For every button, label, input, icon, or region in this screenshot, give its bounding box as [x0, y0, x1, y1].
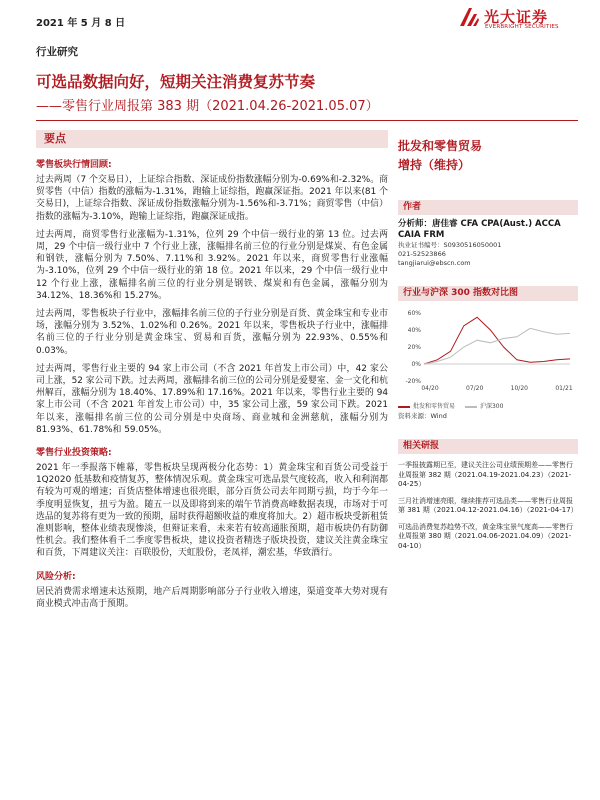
- paragraph: 过去两周，零售板块子行业中，涨幅排名前三位的子行业分别是百货、黄金珠宝和专业市场，涨幅分别为 3.52%、1.02%和 0.26%。2021 年以来，零售板块子行业中，涨幅排名前三位的子行业分别是黄金珠宝、贸易和百货，涨幅分别为 22.93%、0.55%和 0.03%。: [36, 309, 388, 356]
- strategy-heading: 零售行业投资策略:: [36, 448, 112, 459]
- chart-legend: [398, 401, 578, 410]
- x-tick-label: 10/20: [510, 385, 528, 392]
- paragraph: 居民消费需求增速未达预期，地产后周期影响部分子行业收入增速，渠道变革大势对现有商业模式冲击高于预期。: [36, 586, 388, 609]
- legend-label-industry: 批发和零售贸易: [413, 403, 456, 410]
- x-tick-label: 01/21: [555, 385, 573, 392]
- legend-swatch-hs300: [465, 406, 477, 408]
- research-item[interactable]: 一季报披露期已至，建议关注公司业绩预期差——零售行业周报第 382 期（2021.04.19-2021.04.23）（2021-04-25）: [398, 461, 573, 488]
- y-tick-label: 0%: [411, 361, 421, 368]
- series-line-1: [424, 328, 570, 364]
- analyst-name: 分析师：唐佳睿 CFA CPA(Aust.) ACCA CAIA FRM: [398, 219, 561, 240]
- legend-swatch-industry: [398, 406, 410, 408]
- paragraph: 过去两周，零售行业主要的 94 家上市公司（不含 2021 年首发上市公司）中，42 家公司上涨，52 家公司下跌。过去两周，涨幅排名前三位的公司分别是爱婴室、金一文化和杭州解百，涨幅分别为 18.40%、17.89%和 17.16%。2021 年以来，零售行业主要的 94 家上市公司（不含 2021 年首发上市公司）中，35 家公司上涨，59 家公司下跌。2021 年以来，涨幅排名前三位的公司分别是中央商场、商业城和金洲慈航，涨幅分别为 81.93%、61.78%和 59.05%。: [36, 363, 388, 435]
- paragraph: 2021 年一季报落下帷幕，零售板块呈现两极分化态势：1）黄金珠宝和百货公司受益于 1Q2020 低基数和疫情复苏，整体情况乐观。黄金珠宝可选品景气度较高，收入和利润都有较为可观的增速；百货店整体增速也很亮眼，部分百货公司去年同期亏损，均于今年一季度明显恢复，扭亏为盈。随五一以及即将到来的端午节消费高峰数据表现，市场对于可选品的复苏将有更为一致的预期，届时获得超额收益的难度将加大。2）超市板块受新租赁准则影响，整体业绩表现惨淡，但辩证来看，未来若有较高通胀预期，超市板块仍有防御性机会。我们整体看千二季度零售板块，建议投资者精选子版块投资，建议关注黄金珠宝和百货，下周建议关注：百联股份，天虹股份，老凤祥，潮宏基，华致酒行。: [36, 463, 388, 559]
- cert-number: 执业证书编号：S0930516050001: [398, 241, 502, 249]
- author-bar: 作者: [398, 200, 578, 215]
- logo-en-text: EVERBRIGHT SECURITIES: [485, 24, 559, 30]
- research-item[interactable]: 可选品消费复苏趋势不改，黄金珠宝景气度高——零售行业周报第 380 期（2021.04.06-2021.04.09）（2021-04-10）: [398, 522, 573, 550]
- x-tick-label: 04/20: [421, 385, 439, 392]
- paragraph: 过去两周（7 个交易日），上证综合指数、深证成份指数涨幅分别为-0.69%和-2.32%。商贸零售（中信）指数的涨幅为-1.31%，跑输上证综指，跑赢深证指。2021 年以来(81 个交易日)，上证综合指数、深证成份指数涨幅分别为-1.56%和-3.71%；商贸零售（中信）指数的涨幅为-3.10%，跑输上证综指，跑赢深证成指。: [36, 175, 388, 222]
- chart-source: 资料来源：Wind: [398, 412, 447, 420]
- chart-svg: [398, 307, 578, 399]
- comparison-chart: [398, 307, 578, 399]
- report-date: 2021 年 5 月 8 日: [36, 18, 126, 29]
- rating: 增持（维持）: [398, 158, 471, 172]
- email[interactable]: tangjiarui@ebscn.com: [398, 259, 471, 267]
- y-tick-label: 20%: [407, 344, 421, 351]
- research-bar: 相关研报: [398, 439, 578, 454]
- report-subtitle: ——零售行业周报第 383 期（2021.04.26-2021.05.07）: [36, 99, 379, 114]
- main-column: [36, 130, 388, 616]
- market-review-heading: 零售板块行情回顾:: [36, 160, 112, 170]
- paragraph: 过去两周，商贸零售行业涨幅为-1.31%，位列 29 个中信一级行业的第 13 位。过去两周，29 个中信一级行业中 7 个行业上涨，涨幅排名前三位的行业分别是煤炭、有色金属和钢铁，涨幅分别为 7.50%、7.11%和 3.92%。2021 年以来，商贸零售行业涨幅为-3.10%，位列 29 个中信一级行业的第 18 位。2021 年以来，29 个中信一级行业中 12 个行业上涨，涨幅排名前三位的行业分别是钢铁、煤炭和有色金属，涨幅分别为 34.12%、18.36%和 15.27%。: [36, 229, 388, 301]
- sidebar: [398, 130, 578, 551]
- research-item[interactable]: 三月社消增速亮眼，继续推荐可选品类——零售行业周报第 381 期（2021.04.12-2021.04.16）（2021-04-17）: [398, 496, 578, 514]
- x-tick-label: 07/20: [466, 385, 484, 392]
- y-tick-label: -20%: [405, 378, 421, 385]
- risk-heading: 风险分析:: [36, 571, 76, 582]
- everbright-logo: [458, 6, 578, 32]
- phone: 021-52523866: [398, 250, 446, 258]
- y-tick-label: 60%: [407, 310, 421, 317]
- industry-name: 批发和零售贸易: [398, 139, 483, 153]
- key-points-bar: 要点: [36, 130, 388, 148]
- logo-mark-icon: [458, 6, 480, 28]
- logo-cn-text: 光大证券: [484, 8, 549, 26]
- header-divider: [36, 120, 578, 121]
- legend-label-hs300: 沪深300: [479, 403, 504, 410]
- report-title: 可选品数据向好，短期关注消费复苏节奏: [36, 73, 316, 91]
- doc-type: 行业研究: [36, 46, 78, 58]
- y-tick-label: 40%: [407, 327, 421, 334]
- chart-bar: 行业与沪深 300 指数对比图: [398, 286, 578, 301]
